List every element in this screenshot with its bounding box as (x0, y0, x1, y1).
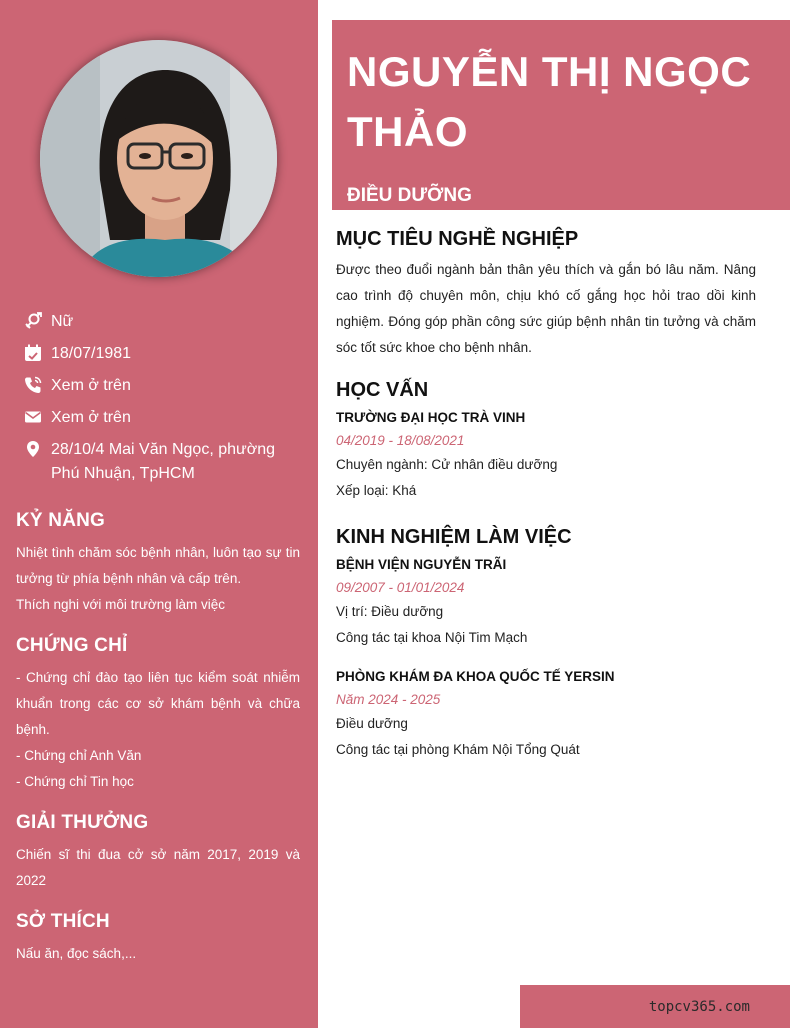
job-org: PHÒNG KHÁM ĐA KHOA QUỐC TẾ YERSIN (336, 669, 615, 684)
education-period: 04/2019 - 18/08/2021 (336, 433, 465, 448)
experience-heading: KINH NGHIỆM LÀM VIỆC (336, 526, 572, 548)
contact-birthday (24, 342, 304, 366)
objective-section (336, 228, 756, 361)
skills-section (16, 510, 300, 618)
gender-icon (24, 312, 44, 332)
certificates-section (16, 635, 300, 795)
hobbies-text: Nấu ăn, đọc sách,... (16, 946, 137, 961)
job-detail: Công tác tại khoa Nội Tim Mạch (336, 630, 528, 645)
certificates-heading: CHỨNG CHỈ (16, 635, 128, 656)
contact-phone (24, 374, 304, 398)
certificate-item: - Chứng chỉ đào tạo liên tục kiểm soát nhiễm khuẩn trong các cơ sở khám bệnh và chữa bệnh. (16, 670, 300, 737)
footer-site-link[interactable]: topcv365.com (648, 999, 750, 1015)
contact-gender (24, 310, 304, 334)
phone-icon (24, 376, 44, 396)
awards-text: Chiến sĩ thi đua cở sở năm 2017, 2019 và 2022 (16, 847, 300, 888)
experience-section (336, 526, 756, 763)
school-name: TRƯỜNG ĐẠI HỌC TRÀ VINH (336, 410, 526, 425)
footer-bar (520, 985, 790, 1028)
job-period: Năm 2024 - 2025 (336, 692, 441, 707)
job-detail: Vị trí: Điều dưỡng (336, 604, 444, 619)
hobbies-section (16, 911, 300, 967)
name-header (332, 20, 790, 210)
job-detail: Điều dưỡng (336, 716, 408, 731)
email-text: Xem ở trên (51, 409, 131, 426)
objective-heading: MỤC TIÊU NGHỀ NGHIỆP (336, 228, 579, 250)
education-section (336, 379, 756, 504)
avatar (40, 40, 277, 277)
contact-list (24, 310, 304, 494)
avatar-photo (40, 40, 277, 277)
envelope-icon (24, 408, 44, 428)
contact-address (24, 438, 304, 486)
certificate-item: - Chứng chỉ Anh Văn (16, 748, 142, 763)
job-detail: Công tác tại phòng Khám Nội Tổng Quát (336, 742, 580, 757)
calendar-icon (24, 344, 44, 364)
education-major: Chuyên ngành: Cử nhân điều dưỡng (336, 457, 558, 472)
gender-text: Nữ (51, 313, 74, 330)
objective-text: Được theo đuổi ngành bản thân yêu thích và gắn bó lâu năm. Nâng cao trình độ chuyên môn, chịu khó cố gắng học hỏi trao dồi kinh nghiệm. Đóng góp phần công sức giúp bệnh nhân tin tưởng và chăm sóc tốt sức khoe cho bệnh nhân. (336, 262, 756, 355)
hobbies-heading: SỞ THÍCH (16, 911, 110, 932)
awards-heading: GIẢI THƯỞNG (16, 812, 149, 833)
job-period: 09/2007 - 01/01/2024 (336, 580, 465, 595)
certificate-item: - Chứng chỉ Tin học (16, 774, 134, 789)
candidate-name: NGUYỄN THỊ NGỌC THẢO (347, 48, 752, 155)
job-org: BỆNH VIỆN NGUYỄN TRÃI (336, 557, 507, 572)
location-pin-icon (24, 440, 44, 460)
skills-line: Thích nghi với môi trường làm việc (16, 597, 226, 612)
job-entry (336, 555, 756, 651)
job-entry (336, 667, 756, 763)
awards-section (16, 812, 300, 894)
phone-text: Xem ở trên (51, 377, 131, 394)
sidebar (0, 0, 318, 1028)
skills-heading: KỶ NĂNG (16, 510, 106, 531)
education-grade: Xếp loại: Khá (336, 483, 417, 498)
education-heading: HỌC VẤN (336, 379, 429, 401)
candidate-role: ĐIỀU DƯỠNG (347, 185, 472, 206)
address-text: 28/10/4 Mai Văn Ngọc, phường Phú Nhuận, TpHCM (51, 441, 276, 482)
skills-line: Nhiệt tình chăm sóc bệnh nhân, luôn tạo sự tin tưởng từ phía bệnh nhân và cấp trên. (16, 545, 300, 586)
contact-email (24, 406, 304, 430)
birthday-text: 18/07/1981 (51, 345, 132, 362)
